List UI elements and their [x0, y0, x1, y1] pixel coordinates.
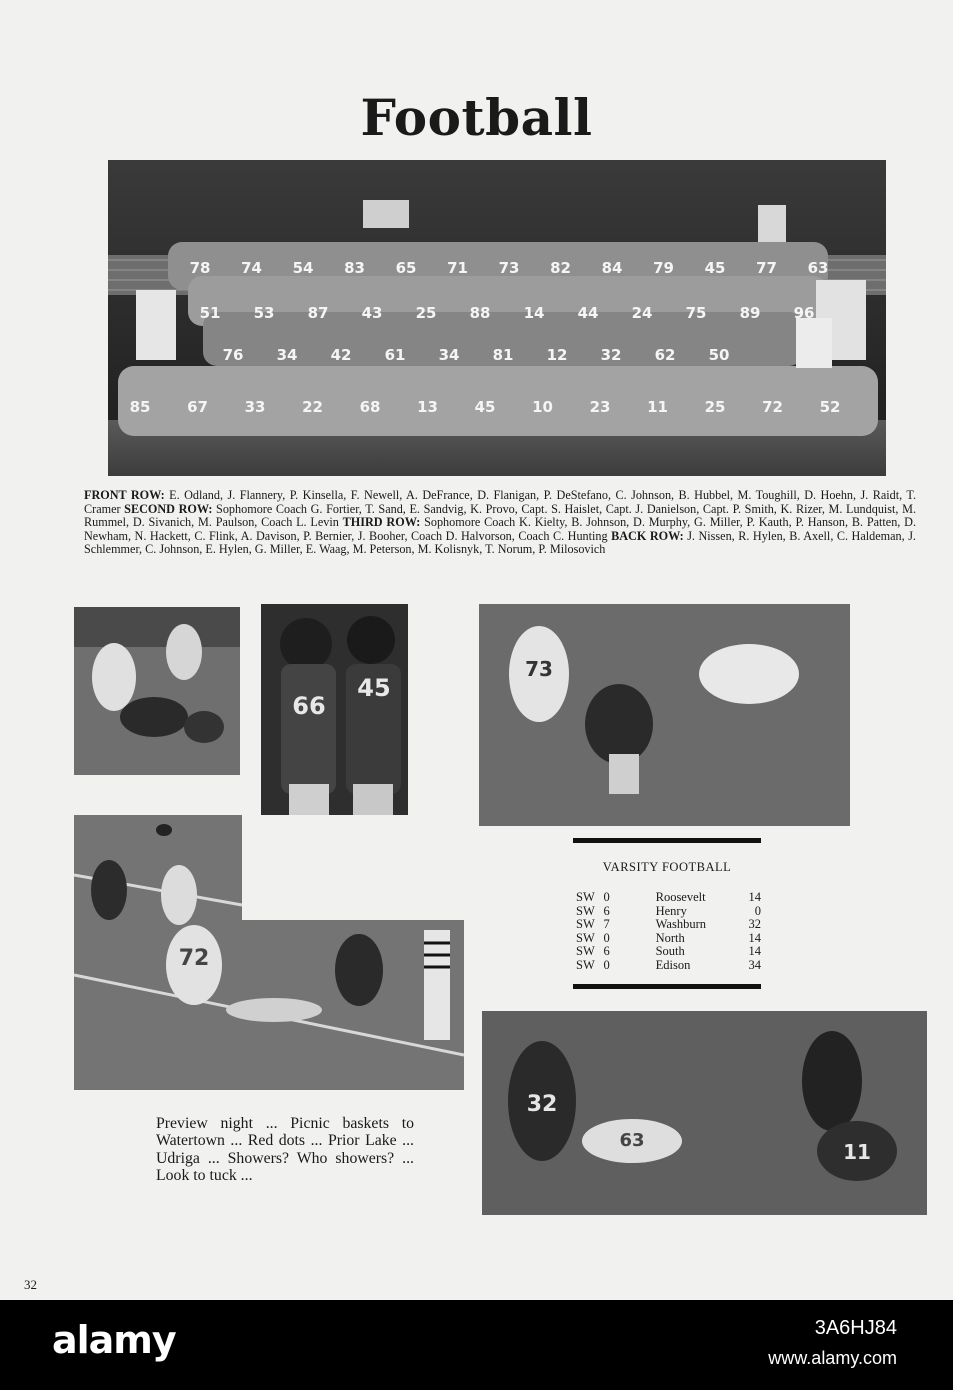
- score-row: [576, 959, 761, 973]
- jersey-number: 14: [523, 304, 545, 322]
- opponent-score: 14: [748, 944, 761, 958]
- jersey-number: 76: [222, 346, 244, 364]
- scoreboard-table: [576, 891, 761, 972]
- opponent-name: Edison: [655, 957, 691, 972]
- jersey-number: 52: [819, 398, 841, 416]
- jersey-number: 34: [276, 346, 298, 364]
- team-code: SW: [576, 944, 595, 958]
- jersey-number: 25: [704, 398, 726, 416]
- jersey-number: 73: [498, 259, 520, 277]
- jersey-number: 25: [415, 304, 437, 322]
- front-row-label: FRONT ROW:: [84, 488, 165, 502]
- jersey-number: 82: [550, 259, 571, 277]
- stock-logo: alamy: [52, 1318, 176, 1362]
- jersey-number: 45: [474, 398, 496, 416]
- jersey-number: 23: [589, 398, 611, 416]
- team-score: 0: [603, 890, 610, 904]
- team-photo-graphic: [108, 160, 886, 476]
- opponent-name: Washburn: [655, 917, 706, 931]
- team-code: SW: [576, 957, 595, 972]
- score-row: [576, 905, 761, 919]
- jersey-number: 53: [253, 304, 275, 322]
- opponent-name: Roosevelt: [655, 890, 706, 904]
- scoreboard-bottom-rule: [573, 984, 761, 989]
- team-code: SW: [576, 903, 595, 918]
- score-row: [576, 918, 761, 932]
- stock-image-id: 3A6HJ84: [814, 1317, 897, 1339]
- jersey-number: 79: [653, 259, 674, 277]
- jersey-number: 62: [654, 346, 676, 364]
- jersey-number: 68: [359, 398, 381, 416]
- team-code: SW: [576, 917, 595, 931]
- jersey-number: 87: [307, 304, 329, 322]
- team-score: 6: [603, 903, 610, 918]
- action-photo-3: [479, 604, 850, 826]
- page-blurb: Preview night ... Picnic baskets to Watertown ... Red dots ... Prior Lake ... Udriga ... Showers? Who showers? ... Look to tuck ...: [156, 1115, 414, 1185]
- jersey-number: 12: [546, 346, 568, 364]
- jersey-number: 42: [330, 346, 352, 364]
- jersey-number: 78: [189, 259, 211, 277]
- jersey-number: 74: [241, 259, 262, 277]
- opponent-score: 34: [748, 957, 761, 972]
- jersey-number: 43: [361, 304, 383, 322]
- team-score: 6: [603, 944, 610, 958]
- third-row-label: THIRD ROW:: [342, 515, 421, 530]
- jersey-number: 81: [492, 346, 514, 364]
- jersey-number: 11: [647, 398, 668, 416]
- back-row-label: BACK ROW:: [611, 528, 684, 543]
- jersey-number: 89: [739, 304, 761, 322]
- jersey-number: 75: [685, 304, 707, 322]
- jersey-number: 24: [631, 304, 653, 322]
- jersey-number: 45: [357, 674, 391, 702]
- jersey-number: 61: [384, 346, 406, 364]
- team-code: SW: [576, 930, 595, 945]
- team-score: 0: [603, 957, 610, 972]
- jersey-number: 72: [762, 398, 783, 416]
- action-photo-6: [482, 1011, 927, 1215]
- score-row: [576, 945, 761, 959]
- back-row-names: J. Nissen, R. Hylen, B. Axell, C. Haldeman, J. Schlemmer, C. Johnson, E. Hylen, G. Miller, E. Waag, M. Peterson, M. Kolisnyk, T. Norum, P. Milosovich: [84, 528, 916, 557]
- jersey-number: 85: [129, 398, 151, 416]
- jersey-number: 11: [843, 1140, 871, 1164]
- team-code: SW: [576, 890, 595, 904]
- third-row-names: Sophomore Coach K. Kielty, B. Johnson, D. Murphy, G. Miller, P. Kauth, P. Hanson, B. Patten, D. Newham, N. Hackett, C. Flink, A. Davison, P. Bernier, J. Booher, Coach D. Halvorson, Coach C. Hunting: [84, 515, 916, 543]
- jersey-number: 32: [526, 1092, 558, 1117]
- opponent-name: South: [655, 944, 685, 958]
- front-row-names: E. Odland, J. Flannery, P. Kinsella, F. Newell, A. DeFrance, D. Flanigan, P. DeStefano, C. Johnson, B. Hubbel, M. Toughill, D. Hoehn, J. Raidt, T. Cramer: [84, 488, 916, 516]
- jersey-number: 66: [292, 692, 326, 720]
- jersey-number: 96: [793, 304, 815, 322]
- jersey-number: 71: [447, 259, 468, 277]
- jersey-number: 84: [601, 259, 623, 277]
- jersey-number: 72: [178, 946, 210, 971]
- stock-url[interactable]: www.alamy.com: [768, 1348, 897, 1368]
- page-title: Football: [360, 88, 593, 147]
- jersey-number: 65: [395, 259, 417, 277]
- action-photo-5: [74, 815, 464, 1090]
- action-photo-3-graphic: [479, 604, 850, 826]
- jersey-number: 51: [199, 304, 221, 322]
- roster-caption: [84, 489, 916, 557]
- jersey-number: 77: [756, 259, 777, 277]
- jersey-number: 73: [525, 657, 553, 681]
- jersey-number: 33: [244, 398, 266, 416]
- opponent-score: 14: [748, 890, 761, 904]
- score-row: [576, 932, 761, 946]
- team-photo: [108, 160, 886, 476]
- opponent-name: Henry: [655, 903, 687, 918]
- action-photo-6-graphic: [482, 1011, 927, 1215]
- jersey-number: 88: [469, 304, 491, 322]
- jersey-number: 63: [619, 1130, 645, 1151]
- jersey-number: 50: [708, 346, 730, 364]
- scoreboard-title: VARSITY FOOTBALL: [602, 860, 732, 874]
- team-score: 7: [603, 917, 610, 931]
- second-row-names: Sophomore Coach G. Fortier, T. Sand, E. Sandvig, K. Provo, Capt. S. Haislet, Capt. J. Danielson, Capt. P. Smith, K. Rizer, M. Lundquist, M. Rummel, D. Sivanich, M. Paulson, Coach L. Levin: [84, 501, 916, 530]
- page-number: 32: [24, 1277, 37, 1292]
- action-photo-5-graphic: [74, 815, 464, 1090]
- opponent-name: North: [655, 930, 685, 945]
- jersey-number: 32: [600, 346, 622, 364]
- jersey-number: 45: [704, 259, 726, 277]
- jersey-number: 22: [302, 398, 323, 416]
- jersey-number: 44: [577, 304, 599, 322]
- opponent-score: 14: [748, 930, 761, 945]
- jersey-number: 54: [292, 259, 314, 277]
- team-score: 0: [603, 930, 610, 945]
- opponent-score: 32: [748, 917, 761, 931]
- jersey-number: 63: [807, 259, 829, 277]
- scoreboard-top-rule: [573, 838, 761, 843]
- action-photo-1: [74, 607, 240, 775]
- jersey-number: 67: [187, 398, 208, 416]
- jersey-number: 10: [532, 398, 553, 416]
- jersey-number: 83: [344, 259, 365, 277]
- second-row-label: SECOND ROW:: [124, 501, 213, 516]
- opponent-score: 0: [754, 903, 761, 918]
- score-row: [576, 891, 761, 905]
- varsity-scoreboard: [573, 838, 761, 989]
- jersey-number: 13: [417, 398, 438, 416]
- jersey-number: 34: [438, 346, 460, 364]
- action-photo-1-graphic: [74, 607, 240, 775]
